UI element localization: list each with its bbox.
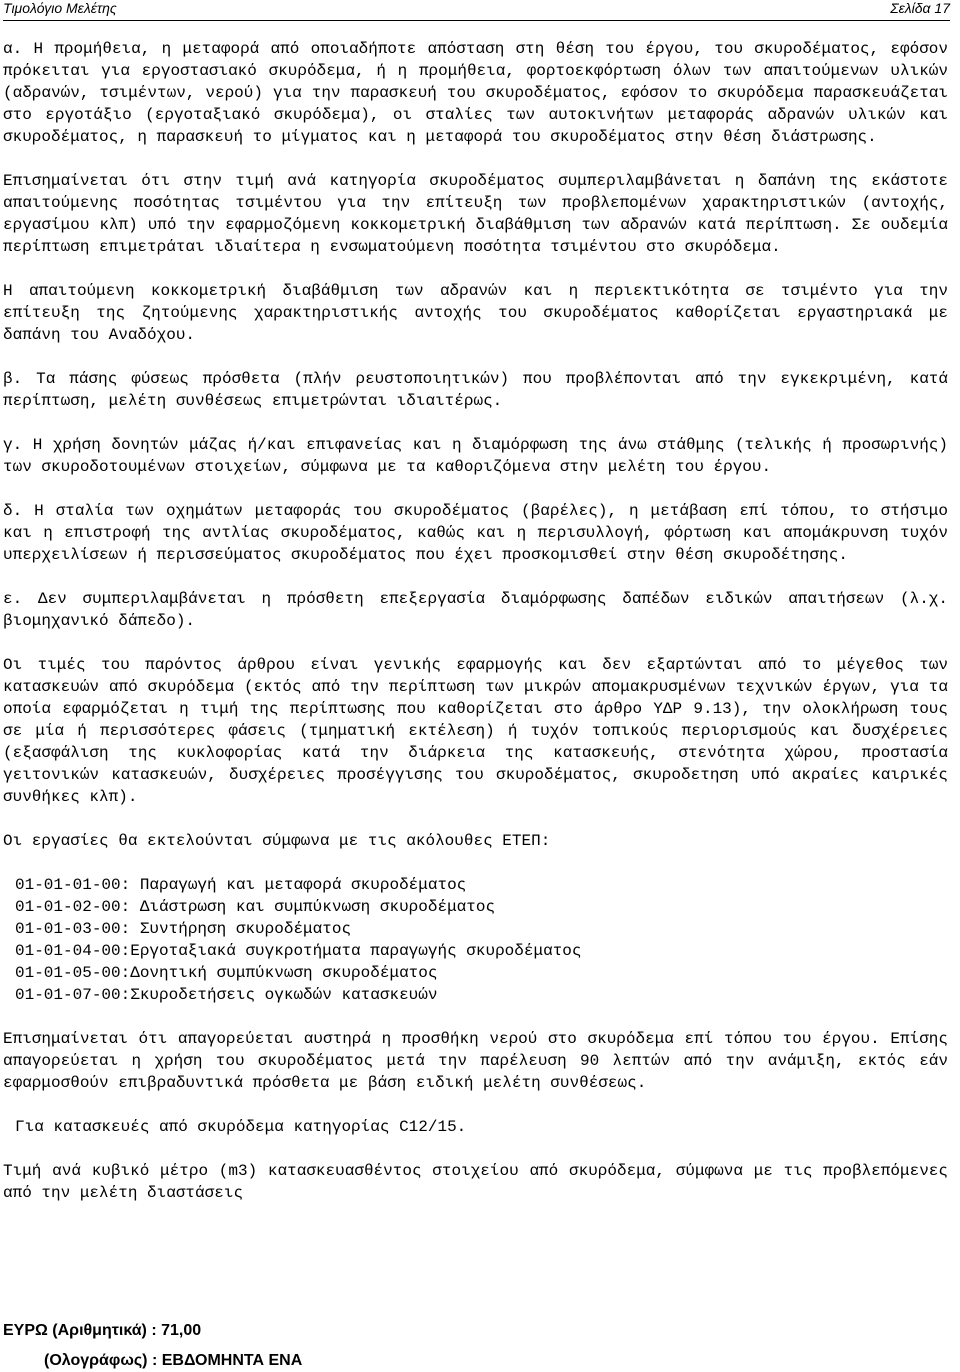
etep-list-item: 01-01-03-00: Συντήρηση σκυροδέματος xyxy=(15,920,352,938)
paragraph-unit-price: Τιμή ανά κυβικό μέτρο (m3) κατασκευασθέντος στοιχείου από σκυρόδεμα, σύμφωνα με τις προβλεπόμενες από την μελέτη διαστάσεις xyxy=(3,1162,948,1202)
paragraph-beta: β. Τα πάσης φύσεως πρόσθετα (πλήν ρευστοποιητικών) που προβλέπονται από την εγκεκριμένη, κατά περίπτωση, μελέτη συνθέσεως επιμετρώνται ιδιαιτέρως. xyxy=(3,370,948,410)
paragraph-gamma: γ. Η χρήση δονητών μάζας ή/και επιφανείας και η διαμόρφωση της άνω στάθμης (τελικής ή προσωρινής) των σκυροδοτουμένων στοιχείων, σύμφωνα με τα καθοριζόμενα στην μελέτη του έργου. xyxy=(3,436,948,476)
paragraph-epsilon: ε. Δεν συμπεριλαμβάνεται η πρόσθετη επεξεργασία διαμόρφωσης δαπέδων ειδικών απαιτήσεων (λ.χ. βιομηχανικό δάπεδο). xyxy=(3,590,948,630)
price-words: (Ολογράφως) : ΕΒΔΟΜΗΝΤΑ ΕΝΑ xyxy=(44,1352,303,1369)
paragraph-water-note: Επισημαίνεται ότι απαγορεύεται αυστηρά η προσθήκη νερού στο σκυρόδεμα επί τόπου του έργου. Επίσης απαγορεύεται η χρήση του σκυροδέματος μετά την παρέλευση 90 λεπτών από την ανάμιξη, εκτός εάν εφαρμοσθούν επιβραδυντικά πρόσθετα με βάση ειδική μελέτη συνθέσεως. xyxy=(3,1030,948,1092)
etep-list-item: 01-01-05-00:Δονητική συμπύκνωση σκυροδέματος xyxy=(15,964,438,982)
document-title: Τιμολόγιο Μελέτης xyxy=(3,0,117,16)
paragraph-grading: Η απαιτούμενη κοκκομετρική διαβάθμιση των αδρανών και η περιεκτικότητα σε τσιμέντο για την επίτευξη της ζητούμενης χαρακτηριστικής αντοχής του σκυροδέματος καθορίζεται εργαστηριακά με δαπάνη του Αναδόχου. xyxy=(3,282,948,344)
price-numeric: ΕΥΡΩ (Αριθμητικά) : 71,00 xyxy=(3,1322,202,1339)
paragraph-etep-intro: Οι εργασίες θα εκτελούνται σύμφωνα με τις ακόλουθες ΕΤΕΠ: xyxy=(3,832,551,850)
etep-list xyxy=(3,874,948,1006)
etep-list-item: 01-01-01-00: Παραγωγή και μεταφορά σκυροδέματος xyxy=(15,876,467,894)
page-number: Σελίδα 17 xyxy=(890,0,950,16)
page-header xyxy=(3,0,950,21)
paragraph-cement-note: Επισημαίνεται ότι στην τιμή ανά κατηγορία σκυροδέματος συμπεριλαμβάνεται η δαπάνη της εκάστοτε απαιτούμενης ποσότητας τσιμέντου για την επίτευξη των προβλεπομένων χαρακτηριστικών (αντοχής, εργασίμου κλπ) υπό την εφαρμοζόμενη κοκκομετρική διαβάθμιση των αδρανών κατά περίπτωση. Σε ουδεμία περίπτωση επιμετράται ιδιαίτερα η ενσωματούμενη ποσότητα τσιμέντου στο σκυρόδεμα. xyxy=(3,172,948,256)
paragraph-delta: δ. Η σταλία των οχημάτων μεταφοράς του σκυροδέματος (βαρέλες), η μετάβαση επί τόπου, το στήσιμο και η επιστροφή της αντλίας σκυροδέματος, καθώς και η περισυλλογή, φόρτωση και απομάκρυνση τυχόν υπερχειλίσεων ή περισσεύματος σκυροδέματος που έχει προσκομισθεί στην θέση σκυροδέτησης. xyxy=(3,502,948,564)
document-body xyxy=(3,38,948,1226)
paragraph-general-prices: Οι τιμές του παρόντος άρθρου είναι γενικής εφαρμογής και δεν εξαρτώνται από το μέγεθος των κατασκευών από σκυρόδεμα (εκτός από την περίπτωση των μικρών απομακρυσμένων τεχνικών έργων, για τα οποία εφαρμόζεται η τιμή της περίπτωσης που καθορίζεται στο άρθρο ΥΔΡ 9.13), την ολοκλήρωση τους σε μία ή περισσότερες φάσεις (τμηματική εκτέλεση) ή τυχόν τοπικούς περιορισμούς και δυσχέρειες (εξασφάλιση της κυκλοφορίας κατά την διάρκεια της κατασκευής, στενότητα χώρου, προστασία γειτονικών κατασκευών, δυσχέρειες προσέγγισης του σκυροδέματος, σκυροδετηση υπό ακραίες καιρικές συνθήκες κλπ). xyxy=(3,656,948,806)
paragraph-category: Για κατασκευές από σκυρόδεμα κατηγορίας C12/15. xyxy=(15,1118,467,1136)
paragraph-alpha: α. Η προμήθεια, η μεταφορά από οποιαδήποτε απόσταση στη θέση του έργου, του σκυροδέματος, εφόσον πρόκειται για εργοστασιακό σκυρόδεμα, ή η προμήθεια, φορτοεκφόρτωση όλων των απαιτούμενων υλικών (αδρανών, τσιμέντων, νερού) για την παρασκευή του σκυροδέματος, εφόσον το σκυρόδεμα παρασκευάζεται στο εργοτάξιο (εργοταξιακό σκυρόδεμα), οι σταλίες των αυτοκινήτων μεταφοράς αδρανών υλικών και σκυροδέματος, η παρασκευή το μίγματος και η μεταφορά του σκυροδέματος στην θέση διάστρωσης. xyxy=(3,40,948,146)
etep-list-item: 01-01-07-00:Σκυροδετήσεις ογκωδών κατασκευών xyxy=(15,986,438,1004)
etep-list-item: 01-01-02-00: Διάστρωση και συμπύκνωση σκυροδέματος xyxy=(15,898,496,916)
etep-list-item: 01-01-04-00:Εργοταξιακά συγκροτήματα παραγωγής σκυροδέματος xyxy=(15,942,582,960)
